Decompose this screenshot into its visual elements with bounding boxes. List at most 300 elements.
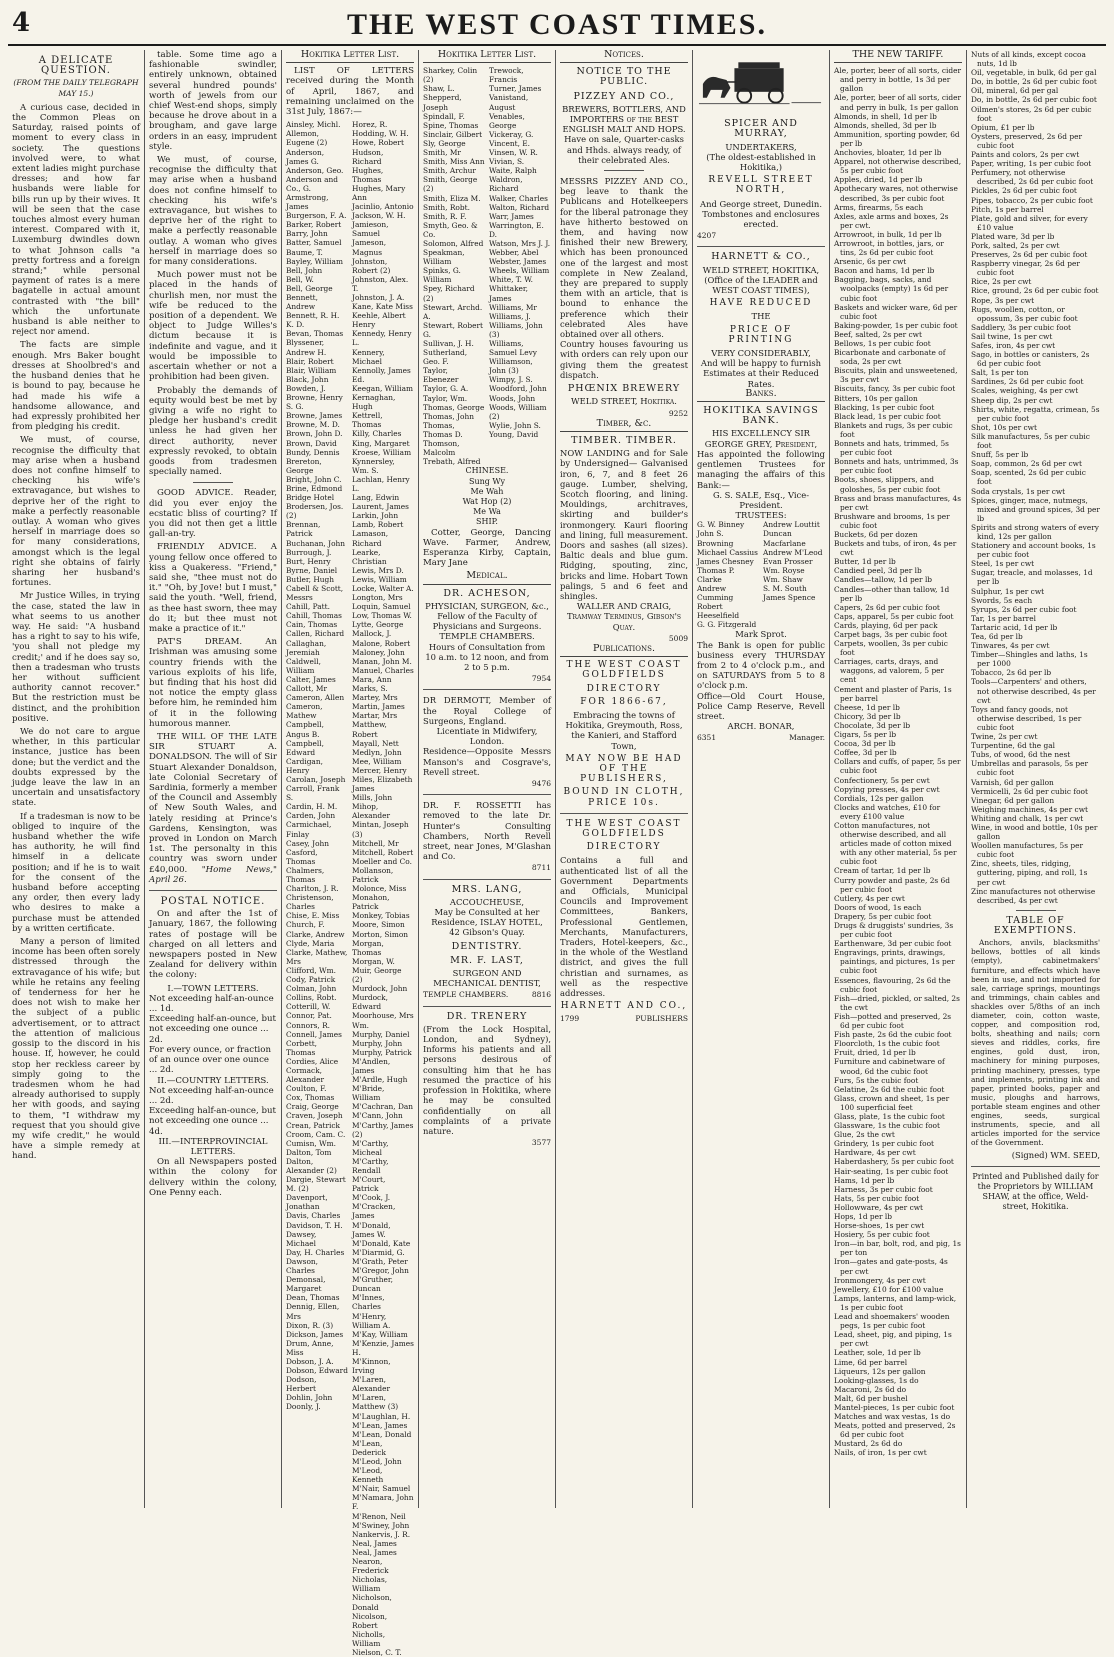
column-2	[145, 50, 282, 1508]
list-item: Carpets, woollen, 3s per cubic foot	[834, 639, 948, 658]
list-item: Kennery, Michael	[352, 347, 385, 366]
list-item: Arrowroot, in bulk, 1d per lb	[834, 229, 942, 239]
postal-intro: On and after the 1st of January, 1867, the following rates of postage will be charged on all letters and newspapers posted in New Zealand for delivery within the colony:	[149, 909, 277, 981]
list-item: Boots, shoes, slippers, and goloshes, 5s per cubic foot	[834, 475, 941, 494]
list-item: Confectionery, 5s per cwt	[834, 775, 930, 785]
list-item: Dickson, James	[286, 1329, 344, 1339]
list-item: Dawson, Charles	[286, 1256, 319, 1276]
list-item: Oil, vegetable, in bulk, 6d per gal	[971, 68, 1097, 78]
list-item: Spices, ginger, mace, nutmegs, mixed and ground spices, 3d per lb	[971, 495, 1100, 523]
notice-body: MESSRS PIZZEY AND CO., beg leave to thank the Publicans and Hotelkeepers for the liberal patronage they have hitherto bestowed on them, and having now finished their new Brewery, which has been pronounced one of the largest and most complete in New Zealand, they are prepared to supply them with an article, that is bound to enhance the preference which their celebrated Ales have obtained over all others.	[560, 176, 688, 340]
list-item: Carolan, Joseph	[286, 774, 346, 784]
list-item: Glass, plate, 1s the cubic foot	[834, 1111, 945, 1121]
list-item: Wylie, John S.	[489, 420, 541, 430]
letter-list-intro: LIST OF LETTERS received during the Month of April, 1867, and remaining unclaimed on the 31st July, 1867:—	[286, 66, 414, 118]
list-item: Murphy, Patrick	[352, 1047, 412, 1057]
list-item: Almonds, shelled, 3d per lb	[834, 120, 937, 130]
list-item: Arrowroot, in bottles, jars, or tins, 2s 6d per cubic foot	[834, 238, 944, 258]
list-item: Browne, M. D.	[286, 420, 340, 430]
list-item: Blair, William	[286, 365, 337, 375]
list-item: Bennett, R. H. K. D.	[286, 311, 340, 330]
column-1	[8, 50, 145, 1508]
list-item: Apples, dried, 1d per lb	[834, 175, 923, 185]
list-item: Browne, Henry S. G.	[286, 393, 343, 412]
list-item: Casey, John	[286, 838, 330, 848]
list-item: Tools—Carpenters' and others, not otherwise described, 4s per cwt	[971, 677, 1096, 705]
note-text: A young fellow once offered to kiss a Quakeress. "Friend," said she, "thee must not do it." "Oh, by Jove! but I must," said the youth. "Well, friend, as thee hast sworn, thee may do it; but thee must not make a practice of it."	[149, 542, 277, 634]
list-item: Wm. Shaw	[763, 574, 803, 584]
list-item: Jackson, W. H.	[352, 211, 406, 221]
ad-number: 7954	[531, 674, 551, 684]
list-item: Connors, R.	[286, 1020, 331, 1030]
list-item: Cody, Patrick	[286, 975, 336, 985]
ad-body: Fellow of the Faculty of Physicians and Surgeons.	[432, 610, 542, 632]
list-item: Bowden, J.	[286, 383, 326, 393]
list-item: Mantel-pieces, 1s per cubic foot	[834, 1402, 955, 1412]
list-item: Do, in bottle, 2s 6d per cubic foot	[971, 77, 1097, 87]
list-item: Cutlery, 4s per cwt	[834, 893, 905, 903]
article-paragraph: Much power must not be placed in the hands of churlish men, nor must the wife be reduced to the position of a dependent. We object to Judge Willes's dictum because it is indefinite and vague, and it would be impossible to ascertain whether or not a prohibition had been given.	[149, 270, 277, 383]
list-item: Glue, 2s the cwt	[834, 1130, 895, 1140]
list-item: M'Laren, Matthew (3)	[352, 1393, 399, 1412]
list-item: Axles, axle arms and boxes, 2s per cwt.	[834, 211, 949, 230]
list-item: Keegan, William	[352, 383, 414, 393]
list-item: Tar, 1s per barrel	[971, 613, 1036, 623]
list-item: Furniture and cabinetware of wood, 6d the cubic foot	[834, 1057, 945, 1076]
list-item: Woods, John	[489, 393, 536, 403]
list-item: Hollowware, 4s per cwt	[834, 1202, 924, 1212]
list-item: Marks, S.	[352, 684, 388, 694]
list-item: Walker, Charles	[489, 193, 548, 203]
postal-title: POSTAL NOTICE.	[160, 896, 266, 908]
list-item: M'Kenzie, James H.	[352, 1338, 414, 1357]
list-item: M'Andlen, James	[352, 1056, 391, 1075]
list-item: Jacinlio, Antonio	[352, 202, 414, 212]
list-item: Kynnersley, Wm. S.	[352, 456, 395, 475]
list-item: Barry, John	[286, 229, 328, 239]
list-item: Woollen manufactures, 5s per cubic foot	[971, 841, 1084, 860]
list-item: M'Diarmid, G.	[352, 1247, 405, 1257]
exemptions-title: TABLE OF EXEMPTIONS.	[993, 914, 1078, 937]
list-item: Glass, crown and sheet, 1s per 100 superficial feet	[834, 1093, 950, 1112]
list-item: Sugar, treacle, and molasses, 1d per lb	[971, 568, 1093, 587]
list-item: Hams, 1d per lb	[834, 1175, 895, 1185]
list-item: Woods, William (2)	[489, 402, 547, 421]
list-item: Webber, Abel	[489, 248, 539, 258]
list-item: Bagging, bags, sacks, and woolpacks (empty) 1s 6d per cubic foot	[834, 275, 949, 303]
list-item: Shirts, white, regatta, crimean, 5s per cubic foot	[971, 404, 1100, 423]
list-item: Keehle, Albert Henry	[352, 311, 406, 330]
list-item: Nielson, C. T.	[352, 1647, 402, 1657]
list-item: Woodford, John	[489, 384, 547, 394]
list-item: Do, in bottle, 2s 6d per cubic foot	[971, 95, 1097, 105]
list-item: Lang, Edwin	[352, 493, 400, 503]
ad-title: SURGEON AND MECHANICAL DENTIST,	[433, 968, 541, 989]
publishers-label: PUBLISHERS	[635, 1014, 688, 1024]
list-item: Muir, George (2)	[352, 965, 402, 985]
list-item: Tobacco, 2s 6d per lb	[971, 668, 1052, 678]
list-item: Salt, 1s per ton	[971, 368, 1029, 378]
list-item: Macaroni, 2s 6d do	[834, 1384, 907, 1394]
list-item: Lytte, George	[352, 620, 404, 630]
letter-list	[423, 66, 551, 466]
list-item: Vinegar, 6d per gallon	[971, 795, 1055, 805]
list-item: Cream of tartar, 1d per lb	[834, 866, 931, 876]
divider	[423, 879, 551, 880]
list-item: Kettrell, Thomas	[352, 411, 383, 430]
postal-rate: Exceeding half-an-ounce, but not exceeding one ounce ... 2d.	[149, 1014, 276, 1045]
list-item: Apothecary wares, not otherwise described, 3s per cubic foot	[834, 184, 958, 203]
list-item: Candles—tallow, 1d per lb	[834, 575, 933, 585]
list-item: Dobson, Edward	[286, 1366, 348, 1376]
list-item: Ale, porter, beer of all sorts, cider and perry in bottle, 1s 3d per gallon	[834, 66, 962, 94]
list-item: Waldron, Richard	[489, 175, 523, 194]
list-item: Black lead, 1s per cubic foot	[834, 411, 941, 421]
list-item: Mallock, J.	[352, 629, 392, 639]
list-item: M'Kay, William	[352, 1329, 408, 1339]
article-paragraph: We must, of course, recognise the difficulty that may arise when a husband does not confine himself to checking his wife's extravagance, but wishes to deprive her of the right to make a perfectly reasonable outlay. A woman who gives herself in marriage does so for many considerations, amongst which is the legal right she obtains of fairly sharing her husband's fortunes.	[12, 435, 140, 589]
list-item: Maloney, John	[352, 647, 405, 657]
list-item: Tinwares, 4s per cwt	[971, 641, 1050, 651]
list-item: Fish—dried, pickled, or salted, 2s the cwt	[834, 993, 960, 1012]
list-item: Connor, Pat.	[286, 1011, 332, 1021]
list-item: Bonnets and hats, untrimmed, 3s per cubic foot	[834, 457, 959, 476]
notice-title: NOTICE TO THE PUBLIC.	[576, 66, 672, 88]
list-item: Cormack, Alexander	[286, 1065, 325, 1085]
list-item: Stewart, Archd. A.	[423, 302, 483, 321]
list-item: Varnish, 6d per gallon	[971, 777, 1054, 787]
ad-place: 42 Gibson's Quay.	[449, 927, 525, 938]
postal-rate: For every ounce, or fraction of an ounce over one ounce ... 2d.	[149, 1044, 271, 1076]
list-item: Baskets and wicker ware, 6d per cubic foot	[834, 302, 958, 321]
list-item: Carroll, Frank S.	[286, 784, 340, 803]
bank-president: HIS EXCELLENCY SIR GEORGE GREY, President,	[704, 428, 818, 449]
list-item: Martey, Mrs	[352, 693, 398, 703]
list-item: Liqueurs, 12s per gallon	[834, 1366, 926, 1376]
undertaker-name: SPICER AND MURRAY,	[724, 118, 798, 140]
list-item: Brown, John D.	[286, 429, 343, 439]
list-item: Shepperd, Joseph	[423, 93, 462, 112]
divider	[149, 890, 277, 891]
list-item: Safes, iron, 4s per cwt	[971, 341, 1056, 350]
list-item: Butter, 1d per lb	[834, 557, 896, 567]
list-item: Weighing machines, 4s per cwt	[971, 804, 1088, 814]
directory-body: Embracing the towns of Hokitika, Greymouth, Ross, the Kanieri, and Stafford Town,	[565, 709, 683, 751]
divider	[1016, 910, 1056, 911]
bank-mark: Mark Sprot.	[735, 629, 787, 640]
list-item: Bacon and hams, 1d per lb	[834, 266, 935, 276]
list-item: Hughes, Mary Ann	[352, 183, 406, 202]
list-item: Harness, 3s per cubic foot	[834, 1184, 933, 1194]
column-4	[419, 50, 556, 1508]
list-item: Cordies, Alice	[286, 1056, 339, 1066]
list-item: Walton, Richard	[489, 202, 550, 212]
ad-name: DR DERMOTT, Member of the Royal College of Surgeons, England.	[423, 695, 551, 726]
list-item: Manuel, Charles	[352, 665, 414, 675]
harnett-sub: (Office of the LEADER and WEST COAST TIMES),	[704, 274, 818, 296]
list-item: Chalmers, Thomas	[286, 865, 325, 884]
directory-may: MAY NOW BE HAD OF THE PUBLISHERS,	[565, 753, 683, 785]
list-item: Mollanson, Patrick	[352, 865, 394, 884]
note-title: PAT'S DREAM.	[157, 637, 243, 648]
list-item: M'Lean, James	[352, 1420, 408, 1430]
ship-names: Cotter, George, Dancing Wave. Farmer, Andrew, Esperanza Kirby, Captain, Mary Jane	[423, 527, 551, 569]
list-item: Buckets and tubs, of iron, 4s per cwt	[834, 539, 957, 558]
list-item: Johnston, Alex. T.	[352, 274, 409, 293]
bank-vice-president: G. S. SALE, Esq., Vice-President.	[712, 489, 810, 510]
list-item: Vincent, E.	[489, 138, 531, 148]
list-item: Clarke, Andrew	[286, 929, 345, 939]
list-item: G. W. Binney	[697, 520, 745, 530]
list-item: Fish—potted and preserved, 2s 6d per cubic foot	[834, 1011, 952, 1031]
list-item: Looking-glasses, 1s do	[834, 1375, 919, 1385]
list-item: Smith, Miss Ann	[423, 157, 485, 167]
divider	[971, 1166, 1100, 1167]
list-item: Cain, Thomas	[286, 620, 338, 630]
brewery-address: WELD STREET, Hokitika.	[571, 396, 677, 407]
bank-role: Manager.	[789, 733, 825, 743]
article-paragraph: If a tradesman is now to be obliged to inquire of the husband whether the wife has authority, he will find himself in a delicate position; and if he is to wait for the consent of the husband before accepting any order, then every lady who desires to make a purchase must be attended by a written certificate.	[12, 811, 140, 934]
list-item: Mustard, 2s 6d do	[834, 1439, 903, 1449]
undertaker-address-2: And George street, Dunedin.	[700, 198, 822, 209]
list-item: Zinc manufactures not otherwise described, 4s per cwt	[971, 886, 1096, 905]
bank-body: Has appointed the following gentlemen Trustees for managing the affairs of this Bank:—	[697, 448, 825, 490]
medical-header: Medical.	[423, 571, 551, 584]
list-item: Cigars, 5s per lb	[834, 730, 897, 740]
list-item: Bright, John C.	[286, 474, 342, 484]
list-item: Smith, Robt.	[423, 202, 470, 212]
list-item: Dennig, Ellen, Mrs	[286, 1302, 340, 1321]
ad-number: 8711	[531, 863, 551, 873]
list-item: Longton, Mrs	[352, 593, 403, 603]
undertaker-trade: UNDERTAKERS,	[725, 141, 797, 152]
list-item: Michael Cassius	[697, 547, 758, 557]
list-item: Trewock, Francis	[489, 66, 524, 85]
list-item: Brennan, Patrick	[286, 520, 321, 539]
list-item: Cameron, Allen	[286, 693, 345, 703]
list-item: Mayall, Nett	[352, 738, 399, 748]
postal-rate: Not exceeding half-an-ounce ... 2d.	[149, 1085, 274, 1106]
list-item: Medlyn, John	[352, 747, 402, 757]
list-item: Thomson, Malcolm	[423, 439, 460, 458]
list-item: Lewis, Mrs D.	[352, 565, 404, 575]
list-item: Clyde, Maria	[286, 938, 335, 948]
list-item: Perfumery, not otherwise described, 2s 6d per cubic foot	[971, 168, 1094, 187]
list-item: Cement and plaster of Paris, 1s per barrel	[834, 684, 952, 703]
notices-header: Notices.	[560, 50, 688, 63]
list-item: Capers, 2s 6d per cubic foot	[834, 602, 940, 612]
list-item: M'Grath, Peter	[352, 1256, 408, 1266]
list-item: Mintan, Joseph (3)	[352, 820, 409, 839]
list-item: Mercer, Henry	[352, 765, 407, 775]
list-item: Umbrellas and parasols, 5s per cubic foot	[971, 759, 1089, 778]
ad-number: 3577	[531, 1138, 551, 1148]
list-item: Hats, 5s per cubic foot	[834, 1193, 920, 1203]
ad-place: TEMPLE CHAMBERS.	[423, 990, 509, 1000]
list-item: Pitch, 1s per barrel	[971, 204, 1044, 214]
list-item: Earthenware, 3d per cubic foot	[834, 939, 952, 949]
bank-sign: ARCH. BONAR,	[727, 721, 795, 732]
list-item: Rice, ground, 2s 6d per cubic foot	[971, 286, 1099, 296]
list-item: Buchanan, John	[286, 538, 346, 548]
list-item: Wheels, William	[489, 266, 550, 276]
list-item: Wm. Royse	[763, 565, 805, 575]
list-item: Chicory, 3d per lb	[834, 711, 901, 721]
list-item: Almonds, in shell, 1d per lb	[834, 111, 937, 121]
undertaker-stones: Tombstones and enclosures erected.	[702, 208, 820, 230]
list-item: Carriages, carts, drays, and waggons, ad valorem, 5 per cent	[834, 657, 945, 685]
list-item: Rope, 3s per cwt	[971, 295, 1035, 305]
list-item: Smith, Archur	[423, 166, 476, 176]
list-item: Baking-powder, 1s per cubic foot	[834, 320, 958, 330]
ad-place: TEMPLE CHAMBERS.	[439, 631, 535, 642]
timber-header: Timber, &c.	[560, 419, 688, 432]
letter-list-right	[352, 120, 414, 1657]
list-item: Dalton, Alexander (2)	[286, 1156, 337, 1175]
list-item: Spine, Thomas	[423, 120, 479, 130]
list-item: Anderson, James G.	[286, 147, 325, 166]
ad-title: ACCOUCHEUSE,	[449, 896, 525, 907]
article-paragraph: We do not care to argue whether, in this particular instance, justice has been done; but the verdict and the doubts expressed by the judge leave the law in an uncertain and unsatisfactory state.	[12, 727, 140, 809]
list-item: S. M. South	[763, 583, 807, 593]
list-item: Morgan, W.	[352, 956, 395, 966]
list-item: Sinclair, Gilbert	[423, 129, 483, 139]
ad-name: MRS. LANG,	[451, 883, 523, 895]
divider	[423, 1006, 551, 1007]
divider	[697, 246, 825, 247]
list-item: Stewart, Robert G.	[423, 320, 483, 339]
list-item: Plate, gold and silver, for every £10 value	[971, 213, 1088, 232]
list-item: Matches and wax vestas, 1s do	[834, 1412, 951, 1422]
list-item: Cabell & Scott, Messrs	[286, 584, 344, 603]
list-item: Kernaghan, Hugh	[352, 393, 396, 412]
harnett-price: PRICE OF PRINTING	[728, 324, 794, 345]
list-item: G. G. Fitzgerald	[697, 620, 757, 630]
list-item: Sullivan, J. H.	[423, 339, 474, 349]
list-item: Low, Thomas W.	[352, 611, 412, 621]
article-paragraph: The facts are simple enough. Mrs Baker bought dresses at Shoolbred's and the husband denies that he is bound to pay, because he had made his wife a handsome allowance, and had expressly prohibited her from pledging his credit.	[12, 340, 140, 433]
list-item: Ammunition, sporting powder, 6d per lb	[834, 129, 960, 148]
list-item: Tartaric acid, 1d per lb	[971, 622, 1058, 632]
list-item: Jamieson, Samuel	[352, 220, 389, 239]
postal-inter-head: III.—INTERPROVINCIAL LETTERS.	[158, 1136, 268, 1157]
list-item: M'Carthy, James (2)	[352, 1120, 414, 1139]
list-item: Robert Heeselfield	[697, 602, 740, 621]
list-item: Byrne, Daniel	[286, 565, 338, 575]
bank-open: The Bank is open for public business every THURSDAY from 2 to 4 o'clock p.m., and on SATURDAYS from 5 to 8 o'clock p.m.	[697, 639, 825, 691]
columns	[8, 49, 1106, 1657]
list-item: M'Kinnon, Irving	[352, 1356, 391, 1376]
list-item: Tubs, of wood, 6d the nest	[971, 750, 1071, 760]
list-item: Warrington, E. D.	[489, 220, 544, 239]
list-item: Crean, Patrick	[286, 1120, 340, 1130]
list-item: Croom, Cam. C.	[286, 1129, 346, 1139]
list-item: Doonly, J.	[286, 1402, 321, 1412]
list-item: Raspberry vinegar, 2s 6d per cubic foot	[971, 259, 1080, 278]
list-item: Craven, Joseph	[286, 1111, 343, 1121]
list-item: M'Donald, James W.	[352, 1220, 391, 1239]
list-item: Browne, James	[286, 411, 343, 421]
divider	[193, 482, 233, 483]
list-item: Church, F.	[286, 920, 325, 930]
list-item: Malt, 6d per bushel	[834, 1393, 908, 1403]
list-item: M'Lean, Dederick	[352, 1438, 386, 1457]
list-item: Williams, Mr	[489, 302, 537, 312]
notice-firm: PIZZEY AND CO.,	[573, 90, 675, 102]
list-item: Andrew Louttit	[763, 520, 820, 530]
list-item: Cumisn, Wm.	[286, 1138, 336, 1148]
list-item: Allemon, Eugene (2)	[286, 129, 328, 148]
list-item: M'Leod, John	[352, 1457, 402, 1466]
list-item: Brereton, George	[286, 456, 322, 475]
divider	[560, 813, 688, 814]
list-item: Casford, Thomas	[286, 847, 318, 866]
divider	[423, 794, 551, 795]
list-item: Brine, Edmond	[286, 483, 343, 493]
list-item: Christenson, Charles	[286, 893, 334, 912]
list-item: Spey, Richard (2)	[423, 284, 475, 303]
list-item: Duncan Macfarlane	[763, 529, 806, 548]
list-item: Floorcloth, 1s the cubic foot	[834, 1039, 940, 1049]
list-item: Mihop, Alexander	[352, 802, 391, 821]
list-item: Spirits and strong waters of every kind, 12s per gallon	[971, 522, 1099, 541]
list-item: Soap, common, 2s 6d per cwt	[971, 459, 1082, 469]
list-item: Burgerson, F. A.	[286, 211, 347, 221]
list-item: Kennolly, James Ed.	[352, 365, 411, 384]
list-item: Johnston, J. A.	[352, 293, 405, 302]
postal-country-head: II.—COUNTRY LETTERS.	[157, 1075, 269, 1086]
list-item: Essences, flavouring, 2s 6d the cubic foot	[834, 975, 951, 994]
list-item: Bitters, 10s per gallon	[834, 393, 918, 403]
list-item: Mitchell, Robert	[352, 847, 414, 857]
list-item: Coulton, F.	[286, 1084, 327, 1094]
list-item: Candied peel, 3d per lb	[834, 566, 922, 576]
list-item: Armstrong, James	[286, 192, 329, 212]
list-item: James Spence	[763, 593, 816, 603]
list-item: Martin, James	[352, 702, 405, 712]
list-item: Solomon, Alfred	[423, 238, 484, 248]
ad-dermott	[423, 695, 551, 789]
timber-body: NOW LANDING and for Sale by Undersigned— Galvanised iron, 6, 7, and 8 feet 26 gauge. Lumber, shelving, Scotch flooring, and lining. Mouldings, architraves, skirting and builder's ironmongery. Kauri flooring and lining, full measurement. Doors and sashes (all sizes). Baltic deals and blue gum. Ridging, spouting, zinc, bricks and lime. Hobart Town palings, 5 and 6 feet and shingles.	[560, 448, 688, 601]
list-item: Howe, Robert	[352, 138, 404, 148]
article-paragraph: Probably the demands of equity would best be met by giving a wife no right to pledge her husband's credit unless he had given her direct authority, never expressly revoked, to obtain goods from tradesmen specially named.	[149, 385, 277, 478]
list-item: M'Leod, Kenneth	[352, 1466, 384, 1485]
list-item: Waite, Ralph	[489, 166, 537, 176]
list-item: Shot, 10s per cwt	[971, 422, 1037, 432]
list-item: Me Wah	[470, 486, 504, 496]
list-item: M'Gregor, John	[352, 1266, 409, 1276]
postal-news: On all Newspapers posted within the colony for delivery within the colony, One Penny each.	[149, 1157, 277, 1198]
list-item: James Chesney	[697, 556, 754, 566]
article-paragraph: We must, of course, recognise the difficulty that may arise when a husband does not confine himself to checking his wife's extravagance, but wishes to deprive her of the right to make a perfectly reasonable outlay. A woman who gives herself in marriage does so for many considerations.	[149, 155, 277, 268]
list-item: Dean, Thomas	[286, 1293, 340, 1303]
list-item: Furs, 5s the cubic foot	[834, 1075, 919, 1085]
list-item: Bundy, Dennis	[286, 447, 340, 457]
ad-last	[423, 956, 551, 1001]
list-item: Connell, James	[286, 1029, 342, 1039]
harnett-the: THE	[751, 311, 771, 322]
list-item: Gelatine, 2s 6d the cubic foot	[834, 1084, 945, 1094]
list-item: Soap, scented, 2s 6d per cubic foot	[971, 468, 1086, 487]
bank-trustees-label: TRUSTEES:	[735, 510, 787, 521]
note-paragraph	[149, 732, 277, 885]
list-item: Drapery, 5s per cubic foot	[834, 911, 932, 921]
list-item: Clocks and watches, £10 for every £100 value	[834, 802, 941, 821]
harnett-address: WELD STREET, HOKITIKA,	[702, 264, 820, 275]
page-number: 4	[12, 8, 31, 38]
list-item: Johnston, Robert (2)	[352, 256, 391, 275]
list-item: Nicolson, Robert	[352, 1611, 388, 1630]
